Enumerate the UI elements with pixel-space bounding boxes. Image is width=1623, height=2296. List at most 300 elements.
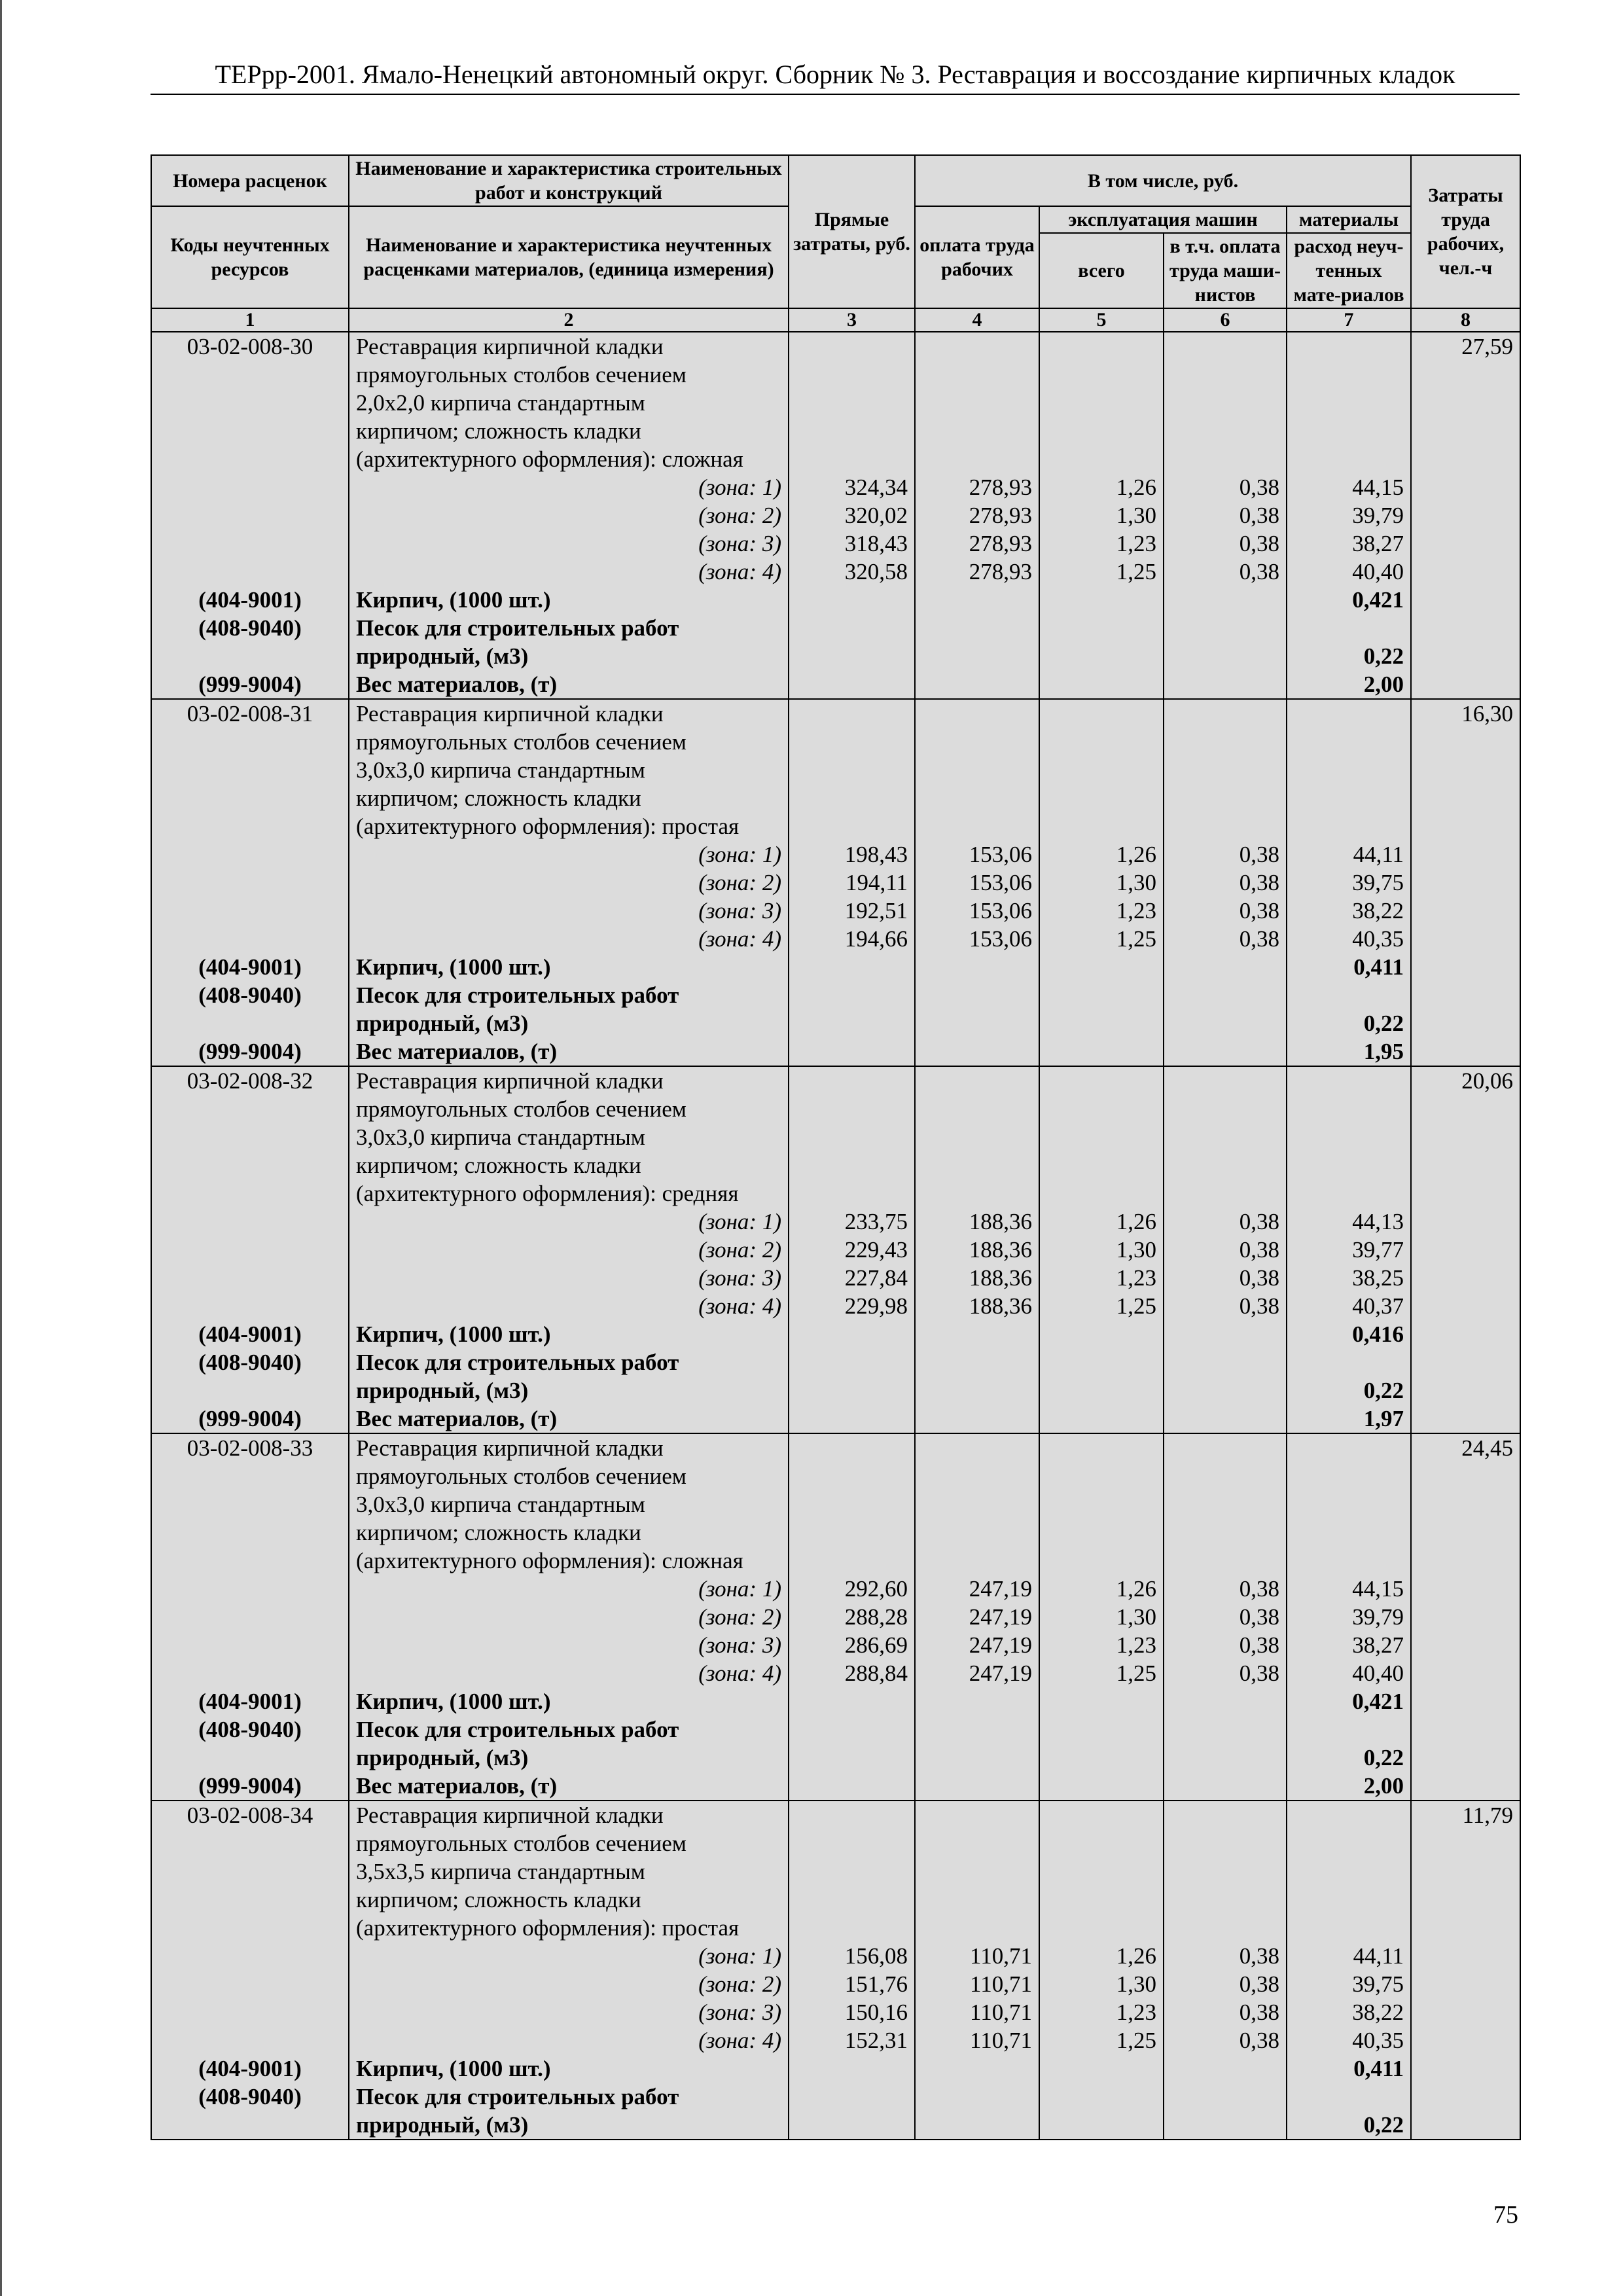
table-row [151, 981, 1520, 1009]
table-row [151, 1715, 1520, 1744]
resource-name-line: Кирпич, (1000 шт.) [349, 1687, 789, 1715]
work-description-line: кирпичом; сложность кладки [349, 1518, 789, 1547]
empty-cell [1411, 1376, 1520, 1405]
empty-cell [1039, 1518, 1164, 1547]
empty-cell [1411, 642, 1520, 670]
empty-cell [151, 1829, 349, 1857]
wages: 278,93 [915, 529, 1039, 558]
materials: 40,40 [1287, 1659, 1411, 1687]
empty-cell [151, 501, 349, 529]
empty-cell [789, 1744, 915, 1772]
empty-cell [1164, 1462, 1287, 1490]
empty-cell [1287, 1801, 1411, 1829]
table-row [151, 670, 1520, 699]
wages: 247,19 [915, 1631, 1039, 1659]
empty-cell [1411, 1518, 1520, 1547]
table-row [151, 1518, 1520, 1547]
empty-cell [151, 1490, 349, 1518]
empty-cell [1411, 1009, 1520, 1037]
table-row [151, 1970, 1520, 1998]
empty-cell [1411, 1744, 1520, 1772]
empty-cell [915, 1744, 1039, 1772]
empty-cell [151, 1998, 349, 2026]
empty-cell [789, 1490, 915, 1518]
empty-cell [1411, 2083, 1520, 2111]
resource-quantity: 0,416 [1287, 1320, 1411, 1348]
empty-cell [1039, 332, 1164, 361]
empty-cell [789, 784, 915, 812]
direct-cost: 288,84 [789, 1659, 915, 1687]
empty-cell [151, 2026, 349, 2054]
zone-label: (зона: 3) [349, 897, 789, 925]
table-row [151, 1348, 1520, 1376]
zone-label: (зона: 4) [349, 1292, 789, 1320]
empty-cell [1411, 417, 1520, 445]
table-row [151, 1998, 1520, 2026]
empty-cell [1411, 558, 1520, 586]
empty-cell [1039, 614, 1164, 642]
wages: 278,93 [915, 558, 1039, 586]
work-description-line: кирпичом; сложность кладки [349, 417, 789, 445]
wages: 153,06 [915, 897, 1039, 925]
empty-cell [1039, 1829, 1164, 1857]
table-row [151, 1772, 1520, 1801]
table-row [151, 361, 1520, 389]
machines-total: 1,25 [1039, 925, 1164, 953]
machinists-wages: 0,38 [1164, 1208, 1287, 1236]
wages-header: оплата труда рабочих [915, 206, 1039, 308]
empty-cell [789, 1433, 915, 1462]
empty-cell [915, 1376, 1039, 1405]
table-row [151, 1942, 1520, 1970]
empty-cell [151, 1914, 349, 1942]
table-row [151, 1066, 1520, 1095]
empty-cell [1164, 1857, 1287, 1886]
materials: 40,35 [1287, 925, 1411, 953]
empty-cell [1164, 953, 1287, 981]
resource-name-line: Вес материалов, (т) [349, 1405, 789, 1433]
direct-cost: 194,66 [789, 925, 915, 953]
empty-cell [151, 1970, 349, 1998]
machines-total: 1,25 [1039, 1659, 1164, 1687]
work-description-line: 3,0х3,0 кирпича стандартным [349, 1490, 789, 1518]
empty-cell [1411, 1942, 1520, 1970]
empty-cell [1287, 1095, 1411, 1123]
empty-cell [151, 1264, 349, 1292]
machines-total: 1,26 [1039, 1942, 1164, 1970]
machines-total: 1,23 [1039, 1998, 1164, 2026]
empty-cell [1287, 361, 1411, 389]
empty-cell [1287, 445, 1411, 473]
table-row [151, 2083, 1520, 2111]
zone-label: (зона: 1) [349, 473, 789, 501]
resource-code: (404-9001) [151, 1320, 349, 1348]
table-row [151, 642, 1520, 670]
empty-cell [789, 1320, 915, 1348]
resource-code: (404-9001) [151, 586, 349, 614]
resource-name-line: Вес материалов, (т) [349, 670, 789, 699]
empty-cell [915, 1066, 1039, 1095]
machines-total: 1,23 [1039, 1631, 1164, 1659]
empty-cell [1411, 2111, 1520, 2140]
empty-cell [1411, 1715, 1520, 1744]
machines-total: 1,30 [1039, 501, 1164, 529]
resource-quantity: 0,411 [1287, 953, 1411, 981]
empty-cell [789, 953, 915, 981]
empty-cell [915, 1348, 1039, 1376]
empty-cell [151, 1208, 349, 1236]
work-description-line: 3,0х3,0 кирпича стандартным [349, 1123, 789, 1151]
empty-cell [151, 1518, 349, 1547]
table-row [151, 1687, 1520, 1715]
zone-label: (зона: 3) [349, 1264, 789, 1292]
empty-cell [915, 1518, 1039, 1547]
direct-cost: 229,98 [789, 1292, 915, 1320]
empty-cell [789, 1179, 915, 1208]
machinists-wages: 0,38 [1164, 2026, 1287, 2054]
direct-cost: 156,08 [789, 1942, 915, 1970]
empty-cell [915, 1914, 1039, 1942]
empty-cell [915, 2111, 1039, 2140]
table-row [151, 417, 1520, 445]
empty-cell [1287, 1914, 1411, 1942]
empty-cell [789, 1857, 915, 1886]
wages: 188,36 [915, 1292, 1039, 1320]
table-row [151, 1547, 1520, 1575]
empty-cell [1411, 1547, 1520, 1575]
column-number: 5 [1039, 308, 1164, 332]
machinists-wages: 0,38 [1164, 869, 1287, 897]
materials: 39,79 [1287, 501, 1411, 529]
empty-cell [915, 445, 1039, 473]
empty-cell [1411, 925, 1520, 953]
empty-cell [1287, 1066, 1411, 1095]
col1-bottom-header: Коды неучтенных ресурсов [151, 206, 349, 308]
empty-cell [1164, 1320, 1287, 1348]
empty-cell [915, 699, 1039, 728]
materials: 39,77 [1287, 1236, 1411, 1264]
empty-cell [1287, 1490, 1411, 1518]
table-row [151, 869, 1520, 897]
empty-cell [915, 1123, 1039, 1151]
empty-cell [1411, 756, 1520, 784]
empty-cell [1287, 1433, 1411, 1462]
empty-cell [1039, 981, 1164, 1009]
empty-cell [1164, 586, 1287, 614]
machines-total: 1,23 [1039, 1264, 1164, 1292]
direct-cost: 152,31 [789, 2026, 915, 2054]
table-row [151, 2026, 1520, 2054]
empty-cell [1039, 389, 1164, 417]
empty-cell [915, 756, 1039, 784]
empty-cell [1039, 2111, 1164, 2140]
wages: 110,71 [915, 1998, 1039, 2026]
empty-cell [1039, 1433, 1164, 1462]
wages: 110,71 [915, 1970, 1039, 1998]
empty-cell [151, 1236, 349, 1264]
empty-cell [151, 1292, 349, 1320]
empty-cell [151, 1659, 349, 1687]
empty-cell [1411, 869, 1520, 897]
machinists-wages: 0,38 [1164, 473, 1287, 501]
empty-cell [151, 925, 349, 953]
empty-cell [151, 1942, 349, 1970]
direct-cost: 288,28 [789, 1603, 915, 1631]
table-row [151, 1914, 1520, 1942]
empty-cell [1411, 840, 1520, 869]
work-description-line: Реставрация кирпичной кладки [349, 1066, 789, 1095]
resource-name-line: Вес материалов, (т) [349, 1037, 789, 1066]
empty-cell [1039, 1405, 1164, 1433]
empty-cell [789, 1518, 915, 1547]
empty-cell [789, 2054, 915, 2083]
empty-cell [1039, 1687, 1164, 1715]
empty-cell [1164, 417, 1287, 445]
empty-cell [1287, 1348, 1411, 1376]
table-row [151, 784, 1520, 812]
empty-cell [789, 1009, 915, 1037]
empty-cell [1411, 1575, 1520, 1603]
empty-cell [151, 756, 349, 784]
col1-top-header: Номера расценок [151, 155, 349, 206]
zone-label: (зона: 4) [349, 925, 789, 953]
table-row [151, 1037, 1520, 1066]
empty-cell [1039, 1320, 1164, 1348]
direct-cost: 286,69 [789, 1631, 915, 1659]
empty-cell [151, 1376, 349, 1405]
empty-cell [1164, 699, 1287, 728]
table-row [151, 897, 1520, 925]
work-description-line: прямоугольных столбов сечением [349, 1462, 789, 1490]
empty-cell [915, 332, 1039, 361]
empty-cell [151, 1547, 349, 1575]
page-number: 75 [1493, 2201, 1518, 2229]
resource-name-line: природный, (м3) [349, 1009, 789, 1037]
table-row [151, 1433, 1520, 1462]
direct-cost: 194,11 [789, 869, 915, 897]
empty-cell [151, 389, 349, 417]
work-description-line: прямоугольных столбов сечением [349, 361, 789, 389]
empty-cell [1411, 1603, 1520, 1631]
work-description-line: 2,0х2,0 кирпича стандартным [349, 389, 789, 417]
empty-cell [151, 869, 349, 897]
zone-label: (зона: 4) [349, 2026, 789, 2054]
column-number: 4 [915, 308, 1039, 332]
machinists-wages: 0,38 [1164, 1236, 1287, 1264]
machinists-wages: 0,38 [1164, 1603, 1287, 1631]
direct-cost: 292,60 [789, 1575, 915, 1603]
resource-quantity: 1,97 [1287, 1405, 1411, 1433]
empty-cell [1287, 1715, 1411, 1744]
resource-quantity: 0,22 [1287, 1744, 1411, 1772]
empty-cell [915, 2054, 1039, 2083]
machinists-wages: 0,38 [1164, 501, 1287, 529]
table-row [151, 925, 1520, 953]
empty-cell [1411, 389, 1520, 417]
empty-cell [789, 1037, 915, 1066]
machinists-wages: 0,38 [1164, 1998, 1287, 2026]
empty-cell [1164, 1376, 1287, 1405]
empty-cell [915, 1037, 1039, 1066]
empty-cell [915, 361, 1039, 389]
empty-cell [1411, 1095, 1520, 1123]
table-row [151, 1801, 1520, 1829]
empty-cell [1411, 1179, 1520, 1208]
empty-cell [1164, 1123, 1287, 1151]
table-row [151, 1179, 1520, 1208]
rate-code: 03-02-008-34 [151, 1801, 349, 1829]
empty-cell [789, 586, 915, 614]
work-description-line: (архитектурного оформления): средняя [349, 1179, 789, 1208]
work-description-line: прямоугольных столбов сечением [349, 1095, 789, 1123]
rates-table [151, 154, 1521, 2140]
machines-total: 1,26 [1039, 1208, 1164, 1236]
empty-cell [1039, 1095, 1164, 1123]
empty-cell [1411, 529, 1520, 558]
including-header: В том числе, руб. [915, 155, 1411, 206]
direct-cost: 229,43 [789, 1236, 915, 1264]
materials: 39,75 [1287, 869, 1411, 897]
table-row [151, 529, 1520, 558]
resource-quantity: 2,00 [1287, 670, 1411, 699]
empty-cell [1411, 1151, 1520, 1179]
empty-cell [1164, 1687, 1287, 1715]
materials: 44,11 [1287, 1942, 1411, 1970]
table-row [151, 1009, 1520, 1037]
resource-name-line: Песок для строительных работ [349, 981, 789, 1009]
machines-total: 1,30 [1039, 869, 1164, 897]
materials: 44,11 [1287, 840, 1411, 869]
empty-cell [1287, 981, 1411, 1009]
machinists-wages-header: в т.ч. оплата труда маши-нистов [1164, 233, 1287, 308]
empty-cell [789, 812, 915, 840]
resource-code: (999-9004) [151, 1772, 349, 1801]
empty-cell [1039, 812, 1164, 840]
column-number: 2 [349, 308, 789, 332]
empty-cell [1039, 1462, 1164, 1490]
empty-cell [1287, 1886, 1411, 1914]
zone-label: (зона: 1) [349, 1208, 789, 1236]
empty-cell [1287, 1462, 1411, 1490]
empty-cell [1039, 1886, 1164, 1914]
zone-label: (зона: 1) [349, 1942, 789, 1970]
empty-cell [1164, 1715, 1287, 1744]
table-head [151, 155, 1520, 332]
work-description-line: 3,0х3,0 кирпича стандартным [349, 756, 789, 784]
table-body [151, 332, 1520, 2140]
empty-cell [1287, 389, 1411, 417]
resource-quantity: 0,411 [1287, 2054, 1411, 2083]
empty-cell [1039, 953, 1164, 981]
empty-cell [151, 1631, 349, 1659]
table-row [151, 1376, 1520, 1405]
empty-cell [789, 2111, 915, 2140]
resource-name-line: Песок для строительных работ [349, 2083, 789, 2111]
wages: 278,93 [915, 473, 1039, 501]
materials: 38,22 [1287, 1998, 1411, 2026]
direct-cost-header: Прямые затраты, руб. [789, 155, 915, 308]
empty-cell [151, 417, 349, 445]
empty-cell [151, 445, 349, 473]
resource-name-line: Кирпич, (1000 шт.) [349, 2054, 789, 2083]
empty-cell [1164, 1095, 1287, 1123]
empty-cell [1411, 1236, 1520, 1264]
wages: 153,06 [915, 869, 1039, 897]
resource-code: (999-9004) [151, 1405, 349, 1433]
empty-cell [1411, 1405, 1520, 1433]
table-row [151, 1208, 1520, 1236]
work-description-line: Реставрация кирпичной кладки [349, 332, 789, 361]
empty-cell [1287, 784, 1411, 812]
empty-cell [1411, 1631, 1520, 1659]
table-row [151, 614, 1520, 642]
table-row [151, 332, 1520, 361]
table-row [151, 1659, 1520, 1687]
table-row [151, 1095, 1520, 1123]
empty-cell [1164, 1547, 1287, 1575]
resource-name-line: природный, (м3) [349, 642, 789, 670]
labor-hours: 16,30 [1411, 699, 1520, 728]
empty-cell [789, 670, 915, 699]
direct-cost: 227,84 [789, 1264, 915, 1292]
empty-cell [1287, 1179, 1411, 1208]
empty-cell [151, 2111, 349, 2140]
empty-cell [1287, 756, 1411, 784]
column-number: 1 [151, 308, 349, 332]
zone-label: (зона: 4) [349, 1659, 789, 1687]
empty-cell [1411, 445, 1520, 473]
work-description-line: кирпичом; сложность кладки [349, 1886, 789, 1914]
work-description-line: Реставрация кирпичной кладки [349, 699, 789, 728]
empty-cell [1411, 1998, 1520, 2026]
empty-cell [1039, 1123, 1164, 1151]
table-row [151, 812, 1520, 840]
machinists-wages: 0,38 [1164, 529, 1287, 558]
resource-code: (408-9040) [151, 614, 349, 642]
machinists-wages: 0,38 [1164, 840, 1287, 869]
empty-cell [915, 1433, 1039, 1462]
machinists-wages: 0,38 [1164, 1575, 1287, 1603]
resource-code: (404-9001) [151, 1687, 349, 1715]
empty-cell [1411, 1659, 1520, 1687]
col2-top-header: Наименование и характеристика строительных работ и конструкций [349, 155, 789, 206]
empty-cell [1287, 1151, 1411, 1179]
empty-cell [1411, 1348, 1520, 1376]
empty-cell [1287, 417, 1411, 445]
table-row [151, 2111, 1520, 2140]
empty-cell [151, 361, 349, 389]
resource-name-line: Песок для строительных работ [349, 1715, 789, 1744]
empty-cell [915, 728, 1039, 756]
empty-cell [1164, 332, 1287, 361]
empty-cell [1164, 784, 1287, 812]
wages: 188,36 [915, 1264, 1039, 1292]
empty-cell [1039, 699, 1164, 728]
empty-cell [1411, 2026, 1520, 2054]
table-row [151, 1744, 1520, 1772]
machines-total: 1,25 [1039, 1292, 1164, 1320]
empty-cell [915, 1687, 1039, 1715]
work-description-line: (архитектурного оформления): сложная [349, 445, 789, 473]
work-description-line: кирпичом; сложность кладки [349, 1151, 789, 1179]
table-row [151, 1264, 1520, 1292]
empty-cell [1039, 1772, 1164, 1801]
empty-cell [915, 1772, 1039, 1801]
resource-name-line: Кирпич, (1000 шт.) [349, 953, 789, 981]
materials: 44,13 [1287, 1208, 1411, 1236]
empty-cell [789, 389, 915, 417]
empty-cell [1164, 1037, 1287, 1066]
